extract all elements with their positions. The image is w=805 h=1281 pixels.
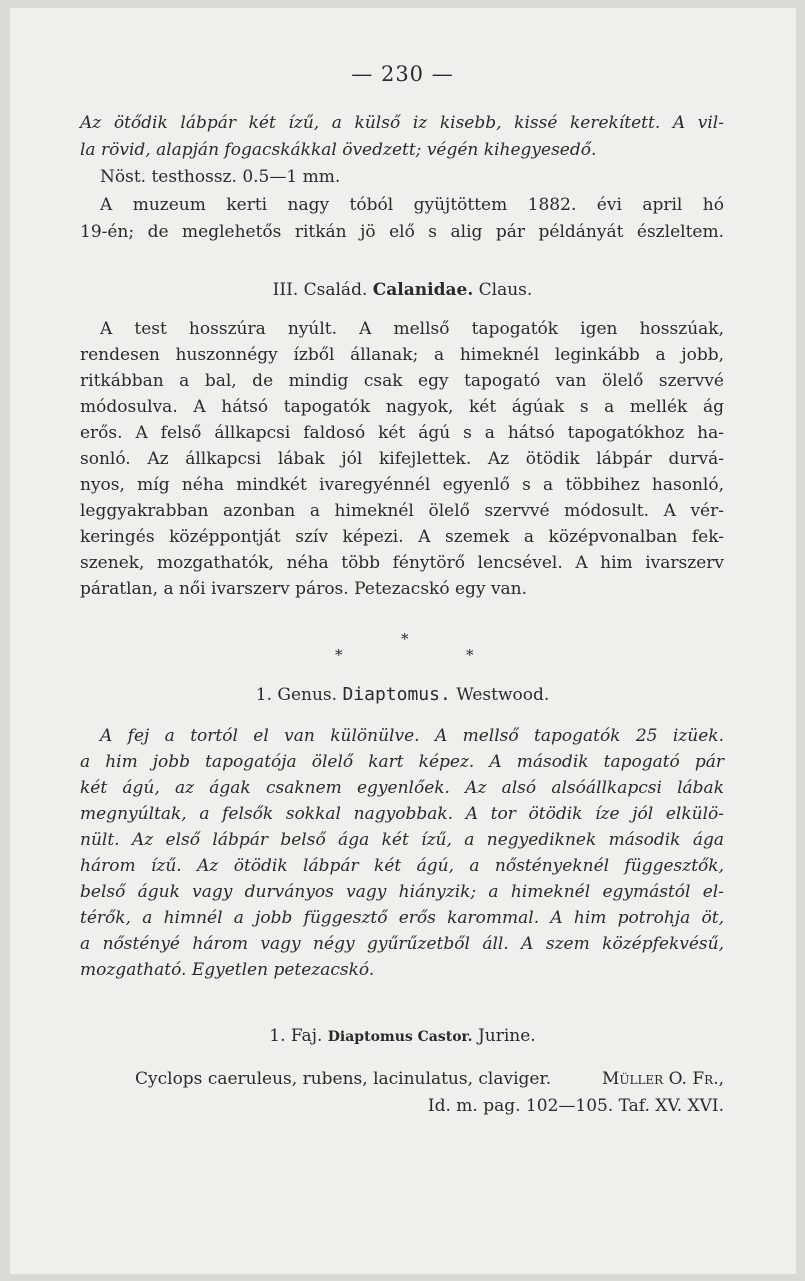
synonym-reference: Id. m. pag. 102—105. Taf. XV. XVI. <box>427 1096 724 1116</box>
asterisk: * <box>335 646 343 664</box>
text-line: erős. A felső állkapcsi faldosó két ágú s a hátsó tapogatókhoz ha- <box>80 423 724 443</box>
synonym-author: Müller O. Fr., <box>601 1069 724 1089</box>
family-heading <box>0 277 805 303</box>
family-name: Calanidae. <box>372 280 474 300</box>
synonym-line <box>135 1066 724 1092</box>
species-heading-prefix: 1. Faj. <box>269 1026 323 1046</box>
text-line: a him jobb tapogatója ölelő kart képez. A második tapogató pár <box>80 752 724 772</box>
genus-author: Westwood. <box>456 685 550 705</box>
text-line: nült. Az első lábpár belső ága két ízű, a negyediknek második ága <box>80 830 724 850</box>
text-line: keringés középpontját szív képezi. A szemek a középvonalban fek- <box>80 527 724 547</box>
asterisk: * <box>466 646 474 664</box>
text-line: szenek, mozgathatók, néha több fénytörő lencsével. A him ivarszerv <box>80 553 724 573</box>
asterisk: * <box>401 630 409 648</box>
page-number: — 230 — <box>351 62 454 86</box>
text-line: rendesen huszonnégy ízből állanak; a himeknél leginkább a jobb, <box>80 345 724 365</box>
text-line: A test hosszúra nyúlt. A mellső tapogatók igen hosszúak, <box>100 319 724 339</box>
text-line: A muzeum kerti nagy tóból gyüjtöttem 1882. évi april hó <box>100 195 724 215</box>
text-line: belső águk vagy durványos vagy hiányzik; a himeknél egymástól el- <box>80 882 724 902</box>
text-line: megnyúltak, a felsők sokkal nagyobbak. A tor ötödik íze jól elkülö- <box>80 804 724 824</box>
separator-asterisks <box>0 632 805 662</box>
synonym-text: Cyclops caeruleus, rubens, lacinulatus, claviger. <box>135 1069 552 1089</box>
measurement-line: Nöst. testhossz. 0.5—1 mm. <box>100 167 341 187</box>
text-line: ritkábban a bal, de mindig csak egy tapogató van ölelő szervvé <box>80 371 724 391</box>
text-line: leggyakrabban azonban a himeknél ölelő szervvé módosult. A vér- <box>80 501 724 521</box>
text-line: két ágú, az ágak csaknem egyenlőek. Az alsó alsóállkapcsi lábak <box>80 778 724 798</box>
species-author: Jurine. <box>477 1026 536 1046</box>
text-line: a nőstényé három vagy négy gyűrűzetből áll. A szem középfekvésű, <box>80 934 724 954</box>
text-line: térők, a himnél a jobb függesztő erős karommal. A him potrohja öt, <box>80 908 724 928</box>
family-heading-prefix: III. Család. <box>272 280 368 300</box>
text-line: sonló. Az állkapcsi lábak jól kifejlettek. Az ötödik lábpár durvá- <box>80 449 724 469</box>
species-heading <box>0 1023 805 1050</box>
family-author: Claus. <box>478 280 533 300</box>
text-line: A fej a tortól el van különülve. A mellső tapogatók 25 izüek. <box>100 726 724 746</box>
text-line: nyos, míg néha mindkét ivaregyénnél egyenlő s a többihez hasonló, <box>80 475 724 495</box>
text-line: módosulva. A hátsó tapogatók nagyok, két ágúak s a mellék ág <box>80 397 724 417</box>
text-line: la rövid, alapján fogacskákkal övedzett; végén kihegyesedő. <box>80 140 597 160</box>
genus-heading <box>0 682 805 708</box>
text-line: mozgatható. Egyetlen petezacskó. <box>80 960 375 980</box>
text-line: három ízű. Az ötödik lábpár két ágú, a nőstényeknél függesztők, <box>80 856 724 876</box>
genus-name: Diaptomus. <box>342 684 451 705</box>
text-line: Az ötődik lábpár két ízű, a külső iz kisebb, kissé kerekített. A vil- <box>80 113 724 133</box>
text-line: páratlan, a női ivarszerv páros. Petezacskó egy van. <box>80 579 528 599</box>
text-line: 19-én; de meglehetős ritkán jö elő s alig pár példányát észleltem. <box>80 222 724 242</box>
genus-heading-prefix: 1. Genus. <box>255 685 338 705</box>
species-name: Diaptomus Castor. <box>327 1029 473 1045</box>
